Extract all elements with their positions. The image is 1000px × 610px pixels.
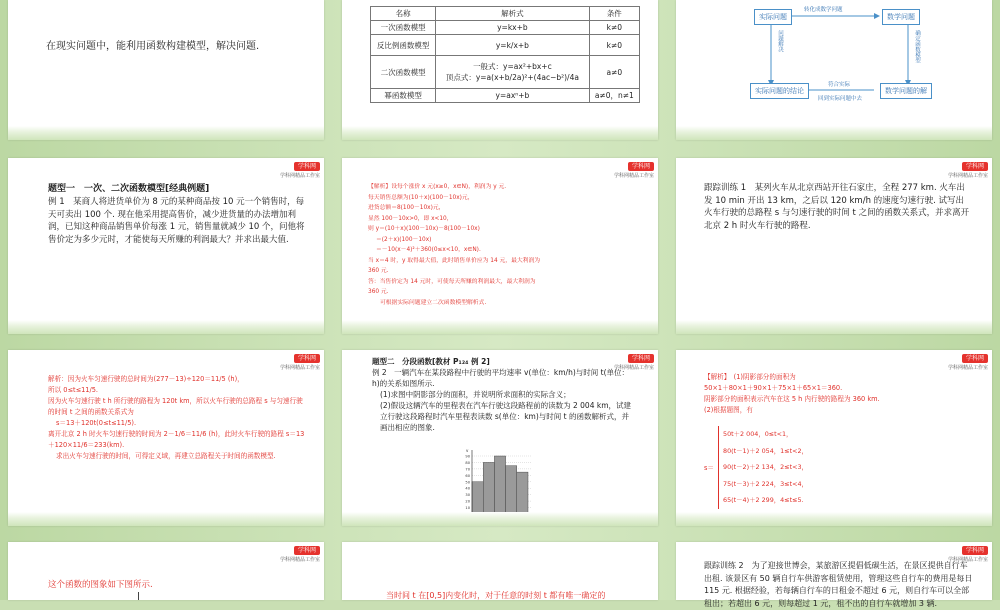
logo-subtitle: 学科网精品工作室 [279,365,320,371]
logo-badge: 学科网 [628,354,654,363]
logo-subtitle: 学科网精品工作室 [947,365,988,371]
logo-badge: 学科网 [294,354,320,363]
solution-line: 每天销售总额为(10＋x)(100－10x)元， [368,194,474,201]
question-1: (1)求图中阴影部分的面积，并说明所求面积的实际含义； [380,390,571,399]
row-condition: k≠0 [589,35,639,56]
row-condition: a≠0 [589,56,639,89]
solution-line: 所以 0≤t≤11/5. [48,386,99,394]
model-table-wrap [370,6,640,103]
objective-text: 在现实问题中，能利用函数构建模型，解决问题. [46,41,260,52]
solution-line: 答：当售价定为 14 元时，可使每天所赚的利润最大，最大利润为 [368,278,536,285]
brand-logo [924,354,988,372]
solution-lines [48,374,306,462]
logo-badge: 学科网 [628,162,654,171]
label-model: 确定函数模型 [914,30,920,63]
slide-footer [8,126,324,140]
table-header: 解析式 [436,7,589,21]
slide-3-modeling-flow[interactable] [676,0,992,140]
solution-line: ＝－10(x－4)²＋360(0≤x<10，x∈N). [376,247,481,253]
logo-subtitle: 学科网精品工作室 [947,557,988,563]
slide-7-solution-exercise-1[interactable] [8,350,324,526]
y-tick-label: 20 [465,499,470,504]
row-condition: a≠0，n≠1 [589,89,639,103]
row-formula [436,56,589,89]
row-name: 一次函数模型 [371,21,436,35]
solution-line: 【解析】设每个涨价 x 元(x≥0，x∈N)，利润为 y 元. [368,184,507,190]
y-tick-label: 80 [465,460,470,465]
label-eval: 符合实际 [828,82,851,88]
flow-arrows [676,0,992,140]
brand-logo [256,546,320,564]
brand-logo [590,162,654,180]
slide-12-exercise-2[interactable] [676,542,992,608]
table-header: 名称 [371,7,436,21]
logo-badge: 学科网 [294,546,320,555]
row-condition: k≠0 [589,21,639,35]
solution-line: ＝(2＋x)(100－10x) [376,236,432,243]
box-actual-conclusion: 实际问题的结论 [750,83,809,99]
solution-line: (2)根据题图，有 [704,406,753,414]
y-tick-label: 50 [465,480,470,485]
general-form: 一般式：y=ax²+bx+c [473,62,552,71]
bar [494,456,505,514]
piecewise-s-label: s＝ [704,464,715,472]
section-title: 题型一 一次、二次函数模型[经典例题] [48,184,210,194]
row-formula: y=kx+b [436,21,589,35]
solution-line: 则 y＝(10＋x)(100－10x)－8(100－10x) [368,226,480,232]
slide-8-example-2[interactable] [342,350,658,526]
logo-subtitle: 学科网精品工作室 [279,173,320,179]
y-axis-label: v [466,448,469,453]
label-transform: 转化成数学问题 [804,7,843,13]
question-2: (2)假设这辆汽车的里程表在汽车行驶这段路程前的读数为 2 004 km，试建立行驶这段路程时汽车里程表读数 s(单位：km)与时间 t 的函数解析式，并画出相应的图象. [380,401,632,432]
bar [483,462,494,514]
solution-line: s＝13＋120t(0≤t≤11/5). [56,419,137,427]
solution-line: 360 元. [368,268,389,274]
solution-line: 当 x＝4 时，y 取得最大值，此时销售单价应为 14 元，最大利润为 [368,257,541,264]
piece-line: 75(t－3)＋2 224，3≤t<4， [723,479,808,488]
brand-logo [256,354,320,372]
logo-subtitle: 学科网精品工作室 [613,173,654,179]
example-text: 例 2 一辆汽车在某段路程中行驶的平均速率 v(单位：km/h)与时间 t(单位：h)的关系如图所示. [372,368,630,388]
exercise-text: 跟踪训练 1 某列火车从北京西站开往石家庄，全程 277 km. 火车出发 10 min 开出 13 km，之后以 120 km/h 的速度匀速行驶. 试写出火车行驶的总路程 s 与匀速行驶的时间 t 之间的函数关系式，并求离开北京 2 h 时火车行驶的路程. [704,183,970,231]
slide-11-discussion[interactable] [342,542,658,600]
slide-4-example-1[interactable] [8,158,324,334]
logo-badge: 学科网 [294,162,320,171]
slide-10-graph-intro[interactable] [8,542,324,600]
slide-content [372,356,636,433]
box-math-problem: 数学问题 [882,9,920,25]
label-solve: 问题解决 [777,30,783,52]
table-row [371,21,640,35]
row-name: 反比例函数模型 [371,35,436,56]
box-math-solution: 数学问题的解 [880,83,932,99]
slide-footer [342,320,658,334]
logo-subtitle: 学科网精品工作室 [279,557,320,563]
slide-6-exercise-1[interactable] [676,158,992,334]
bar [506,466,517,514]
function-model-table [370,6,640,103]
slide-footer [8,320,324,334]
exercise-text: 跟踪训练 2 为了迎接世博会，某旅游区提倡低碳生活，在景区提供自行车出租. 该景区有 50 辆自行车供游客租赁使用，管理这些自行车的费用是每日 115 元. 根据经验，若每辆自行车的日租金不超过 6 元，则自行车可以全部租出；若超出 6 元，则每超过 1 元，租不出的自行车就增加 3 辆. [704,561,973,608]
discussion-text: 当时间 t 在[0,5]内变化时，对于任意的时刻 t 都有唯一确定的 [386,591,606,600]
bar [472,482,483,514]
row-name: 幂函数模型 [371,89,436,103]
solution-line: 因为火车匀速行驶 t h 所行驶的路程为 120t km，所以火车行驶的总路程 s 与匀速行驶的时间 t 之间的函数关系式为 [48,397,303,416]
row-formula: y=axⁿ+b [436,89,589,103]
logo-badge: 学科网 [962,354,988,363]
y-tick-label: 70 [465,467,470,472]
y-tick-label: 10 [465,506,470,511]
table-row [371,89,640,103]
solution-note: 可根据实际问题建立二次函数模型解析式. [380,299,487,306]
logo-badge: 学科网 [962,546,988,555]
slide-footer [342,126,658,140]
slide-footer [342,512,658,526]
logo-subtitle: 学科网精品工作室 [613,365,654,371]
row-name: 二次函数模型 [371,56,436,89]
solution-line: 阴影部分的面积表示汽车在这 5 h 内行驶的路程为 360 km. [704,395,880,403]
slide-9-solution-example-2[interactable] [676,350,992,526]
slide-footer [676,320,992,334]
solution-line: 50×1＋80×1＋90×1＋75×1＋65×1＝360. [704,384,843,392]
solution-line: 360 元. [368,289,389,295]
axis-stub [138,592,139,600]
solution-line: 解析：因为火车匀速行驶的总时间为(277－13)÷120＝11/5 (h)， [48,375,244,383]
row-formula: y=k/x+b [436,35,589,56]
solution-line: 显然 100－10x>0，即 x<10， [368,215,453,222]
piece-line: 65(t－4)＋2 299，4≤t≤5. [723,496,804,504]
label-return: 回到实际问题中去 [818,96,863,102]
speed-time-bar-chart [458,448,548,522]
logo-badge: 学科网 [962,162,988,171]
brand-logo [924,162,988,180]
y-tick-label: 60 [465,473,470,478]
piece-line: 80(t－1)＋2 054，1≤t<2， [723,446,808,455]
slide-2-model-table[interactable] [342,0,658,140]
solution-line: 【解析】 (1)阴影部分的面积为 [704,373,796,381]
solution-line: 离开北京 2 h 时火车匀速行驶的时间为 2－1/6＝11/6 (h)，此时火车行驶的路程 s＝13＋120×11/6＝233(km). [48,430,305,449]
piecewise-function [718,426,808,509]
solution-lines [704,372,976,416]
table-row [371,56,640,89]
y-tick-label: 40 [465,486,470,491]
y-tick-label: 30 [465,493,470,498]
solution-note: 求出火车匀速行驶的时间，可得定义域，再建立总路程关于时间的函数模型. [56,452,276,460]
box-actual-problem: 实际问题 [754,9,792,25]
slide-1-objectives[interactable] [8,0,324,140]
graph-intro-text: 这个函数的图象如下图所示. [48,580,153,590]
slide-footer [676,512,992,526]
table-row [371,35,640,56]
piece-line: 90(t－2)＋2 134，2≤t<3， [723,463,808,471]
piece-line: 50t＋2 004，0≤t<1， [723,430,793,438]
y-tick-label: 90 [465,454,470,459]
bar [517,472,528,514]
vertex-form: 顶点式：y=a(x+b/2a)²+(4ac−b²)/4a [445,73,579,82]
brand-logo [256,162,320,180]
example-text: 例 1 某商人将进货单价为 8 元的某种商品按 10 元一个销售时，每天可卖出 100 个. 现在他采用提高售价，减少进货量的办法增加利润，已知这种商品销售单价每涨 1 元，销售量就减少 10 个，问他将售价定为多少元时，才能使每天所赚的利润最大？并求出最大值. [48,197,305,245]
slide-footer [8,512,324,526]
slide-footer [676,126,992,140]
logo-subtitle: 学科网精品工作室 [947,173,988,179]
slide-content [48,182,306,246]
solution-line: 进货总额＝8(100－10x)元， [368,205,445,211]
table-header: 条件 [589,7,639,21]
section-title: 题型二 分段函数[教材 P₁₂₄ 例 2] [372,357,490,366]
solution-lines [368,182,642,308]
slide-5-solution-1[interactable] [342,158,658,334]
